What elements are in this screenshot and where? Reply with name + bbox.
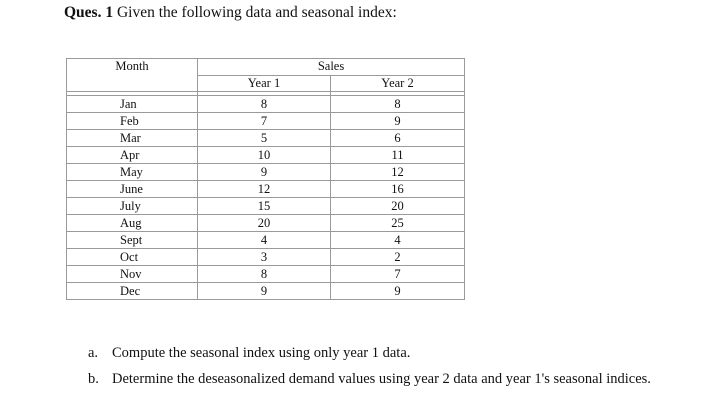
month-cell: Jan xyxy=(67,96,198,113)
year2-cell: 20 xyxy=(331,198,465,215)
year1-cell: 9 xyxy=(198,164,331,181)
year2-cell: 9 xyxy=(331,113,465,130)
year1-cell: 10 xyxy=(198,147,331,164)
question-letter: b. xyxy=(88,371,99,387)
table-row xyxy=(67,215,465,232)
year1-cell: 15 xyxy=(198,198,331,215)
question-heading xyxy=(64,4,397,22)
table-row xyxy=(67,164,465,181)
table-row xyxy=(67,96,465,113)
month-cell: June xyxy=(67,181,198,198)
question-list xyxy=(88,340,708,392)
month-cell: Feb xyxy=(67,113,198,130)
table-row xyxy=(67,181,465,198)
question-number: Ques. 1 xyxy=(64,4,114,21)
month-cell: Aug xyxy=(67,215,198,232)
month-cell: July xyxy=(67,198,198,215)
month-cell: Dec xyxy=(67,283,198,300)
question-text: Compute the seasonal index using only year 1 data. xyxy=(112,345,411,361)
year2-cell: 11 xyxy=(331,147,465,164)
table-row xyxy=(67,249,465,266)
year1-cell: 12 xyxy=(198,181,331,198)
table-row xyxy=(67,113,465,130)
question-text: Determine the deseasonalized demand values using year 2 data and year 1's seasonal indices. xyxy=(112,371,651,387)
table-header-row-1 xyxy=(67,59,465,76)
year2-cell: 12 xyxy=(331,164,465,181)
year2-cell: 7 xyxy=(331,266,465,283)
year1-cell: 8 xyxy=(198,266,331,283)
year2-cell: 9 xyxy=(331,283,465,300)
month-cell: Oct xyxy=(67,249,198,266)
table-row xyxy=(67,266,465,283)
month-cell: May xyxy=(67,164,198,181)
question-item-a xyxy=(88,340,708,366)
table-row xyxy=(67,130,465,147)
year2-cell: 6 xyxy=(331,130,465,147)
table-row xyxy=(67,232,465,249)
year1-cell: 3 xyxy=(198,249,331,266)
month-cell: Nov xyxy=(67,266,198,283)
question-letter: a. xyxy=(88,345,99,361)
year2-cell: 25 xyxy=(331,215,465,232)
table-row xyxy=(67,147,465,164)
year1-cell: 20 xyxy=(198,215,331,232)
year2-cell: 16 xyxy=(331,181,465,198)
year1-cell: 7 xyxy=(198,113,331,130)
question-text: Given the following data and seasonal index: xyxy=(116,4,397,21)
year2-column-header: Year 2 xyxy=(331,76,465,92)
sales-table xyxy=(66,58,465,300)
year1-cell: 8 xyxy=(198,96,331,113)
table-row xyxy=(67,198,465,215)
year1-column-header: Year 1 xyxy=(198,76,331,92)
sales-column-header: Sales xyxy=(198,59,465,76)
question-item-b xyxy=(88,366,708,392)
table-row xyxy=(67,283,465,300)
year2-cell: 4 xyxy=(331,232,465,249)
year2-cell: 8 xyxy=(331,96,465,113)
year1-cell: 4 xyxy=(198,232,331,249)
year2-cell: 2 xyxy=(331,249,465,266)
month-column-header: Month xyxy=(67,59,198,92)
month-cell: Sept xyxy=(67,232,198,249)
month-cell: Mar xyxy=(67,130,198,147)
year1-cell: 5 xyxy=(198,130,331,147)
sales-table-body xyxy=(67,59,465,300)
year1-cell: 9 xyxy=(198,283,331,300)
month-cell: Apr xyxy=(67,147,198,164)
